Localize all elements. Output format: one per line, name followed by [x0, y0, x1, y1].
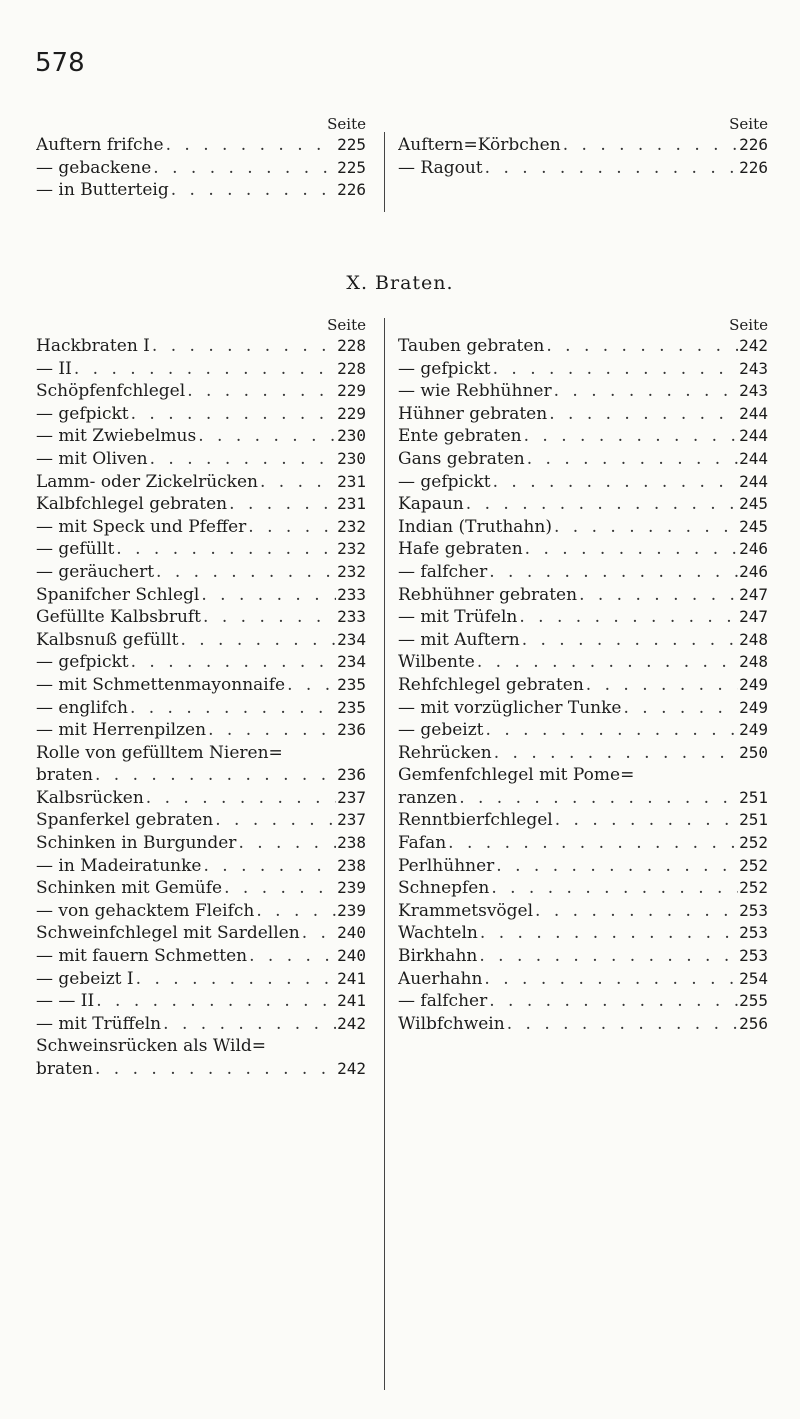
- leader-dots: [544, 336, 738, 356]
- leader-dots: [491, 472, 738, 492]
- leader-dots: [199, 585, 336, 605]
- leader-dots: [464, 494, 738, 514]
- index-entry: [36, 585, 366, 608]
- entry-text: — gefpickt: [398, 471, 491, 492]
- right-column: [398, 316, 768, 1036]
- entry-text: — mit Zwiebelmus: [36, 426, 197, 447]
- index-entry: [36, 675, 366, 698]
- entry-page-number: 252: [739, 855, 768, 875]
- index-entry: [36, 539, 366, 562]
- index-entry: [398, 1014, 768, 1037]
- entry-text: Gans gebraten: [398, 448, 525, 469]
- leader-dots: [178, 630, 336, 650]
- leader-dots: [128, 698, 336, 718]
- entry-text: Auerhahn: [398, 968, 483, 989]
- entry-page-number: 253: [739, 900, 768, 920]
- entry-text: Birkhahn: [398, 946, 478, 967]
- entry-page-number: 229: [337, 381, 366, 401]
- seite-label: Seite: [327, 316, 366, 334]
- index-entry: [398, 630, 768, 653]
- leader-dots: [487, 991, 738, 1011]
- entry-page-number: 228: [337, 336, 366, 355]
- leader-dots: [134, 969, 336, 989]
- top-left-list: [36, 135, 366, 203]
- leader-dots: [553, 810, 738, 830]
- entry-page-number: 237: [337, 810, 366, 830]
- index-entry: [36, 1014, 366, 1037]
- entry-text: Wachteln: [398, 923, 478, 944]
- leader-dots: [552, 381, 738, 401]
- entry-page-number: 250: [739, 742, 768, 762]
- entry-text: Spanferkel gebraten: [36, 810, 214, 831]
- entry-text: — englifch: [36, 697, 128, 718]
- index-entry: [36, 180, 366, 203]
- entry-page-number: 228: [337, 358, 366, 378]
- entry-text: Lamm- oder Zickelrücken: [36, 471, 258, 492]
- leader-dots: [483, 158, 738, 178]
- index-entry: [398, 449, 768, 472]
- index-entry: [398, 810, 768, 833]
- index-entry: [398, 539, 768, 562]
- index-entry: [36, 765, 366, 788]
- leader-dots: [72, 359, 336, 379]
- entry-text: Fafan: [398, 833, 447, 854]
- entry-text: Rebhühner gebraten: [398, 584, 578, 605]
- entry-page-number: 235: [337, 674, 366, 694]
- entry-page-number: 251: [739, 787, 768, 807]
- leader-dots: [201, 856, 336, 876]
- entry-text: — in Butterteig: [36, 180, 169, 201]
- entry-text: Kapaun: [398, 494, 464, 515]
- index-entry: [36, 359, 366, 382]
- entry-text: Hafe gebraten: [398, 539, 523, 560]
- index-entry: [398, 698, 768, 721]
- entry-page-number: 253: [739, 946, 768, 966]
- leader-dots: [151, 158, 336, 178]
- leader-dots: [525, 449, 738, 469]
- entry-page-number: 243: [739, 381, 768, 401]
- leader-dots: [475, 652, 738, 672]
- index-entry: [398, 517, 768, 540]
- entry-text: — gebeizt: [398, 720, 484, 741]
- seite-label: Seite: [729, 316, 768, 334]
- entry-page-number: 239: [337, 878, 366, 898]
- index-entry: [36, 720, 366, 743]
- entry-page-number: 242: [337, 1013, 366, 1033]
- entry-page-number: 237: [337, 787, 366, 807]
- entry-text: — gebackene: [36, 157, 152, 178]
- entry-text: Wilbfchwein: [398, 1013, 505, 1034]
- entry-text: Perlhühner: [398, 855, 495, 876]
- top-right-column: [398, 115, 768, 180]
- index-entry: [36, 381, 366, 404]
- index-entry: [36, 426, 366, 449]
- index-entry: [398, 856, 768, 879]
- entry-text: — falfcher: [398, 991, 488, 1012]
- entry-text: — mit Speck und Pfeffer: [36, 516, 247, 537]
- entry-text: — II: [36, 358, 72, 379]
- leader-dots: [169, 180, 336, 200]
- entry-text: — mit Herrenpilzen: [36, 720, 207, 741]
- index-entry: [398, 991, 768, 1014]
- leader-dots: [161, 1014, 336, 1034]
- index-entry: [36, 336, 366, 359]
- entry-text: Renntbierfchlegel: [398, 810, 553, 831]
- main-divider: [384, 318, 385, 1390]
- entry-text: — wie Rebhühner: [398, 381, 552, 402]
- leader-dots: [236, 833, 336, 853]
- entry-page-number: 234: [337, 652, 366, 672]
- entry-text: — von gehacktem Fleifch: [36, 900, 255, 921]
- entry-page-number: 242: [739, 336, 768, 355]
- entry-page-number: 254: [739, 968, 768, 988]
- entry-page-number: 243: [739, 358, 768, 378]
- leader-dots: [114, 539, 336, 559]
- page-number: 578: [35, 48, 85, 78]
- entry-text: — falfcher: [398, 561, 488, 582]
- index-entry: [398, 901, 768, 924]
- index-entry: [398, 562, 768, 585]
- index-entry: [398, 652, 768, 675]
- entry-page-number: 252: [739, 878, 768, 898]
- index-entry: [36, 1036, 366, 1059]
- entry-page-number: 249: [739, 697, 768, 717]
- entry-text: — mit vorzüglicher Tunke: [398, 697, 622, 718]
- left-list: [36, 336, 366, 1082]
- index-entry: [398, 878, 768, 901]
- leader-dots: [522, 426, 738, 446]
- leader-dots: [300, 923, 336, 943]
- entry-text: Gemfenfchlegel mit Pome=: [398, 765, 635, 786]
- entry-page-number: 251: [739, 810, 768, 830]
- leader-dots: [477, 946, 738, 966]
- leader-dots: [185, 381, 336, 401]
- index-entry: [36, 404, 366, 427]
- index-entry: [36, 923, 366, 946]
- entry-page-number: 244: [739, 448, 768, 468]
- index-entry: [398, 765, 768, 788]
- entry-page-number: 241: [337, 991, 366, 1011]
- index-entry: [36, 698, 366, 721]
- leader-dots: [505, 1014, 738, 1034]
- entry-page-number: 241: [337, 968, 366, 988]
- entry-page-number: 236: [337, 720, 366, 740]
- index-entry: [398, 359, 768, 382]
- entry-text: — mit Schmettenmayonnaife: [36, 674, 286, 695]
- index-entry: [398, 923, 768, 946]
- index-entry: [36, 494, 366, 517]
- index-entry: [36, 788, 366, 811]
- entry-text: Krammetsvögel: [398, 900, 534, 921]
- leader-dots: [93, 1059, 336, 1079]
- right-list: [398, 336, 768, 1036]
- left-column: [36, 316, 366, 1082]
- leader-dots: [144, 788, 336, 808]
- leader-dots: [93, 765, 336, 785]
- entry-page-number: 248: [739, 652, 768, 672]
- leader-dots: [478, 923, 738, 943]
- entry-text: Rehfchlegel gebraten: [398, 674, 584, 695]
- entry-page-number: 230: [337, 448, 366, 468]
- entry-page-number: 247: [739, 584, 768, 604]
- leader-dots: [213, 810, 336, 830]
- entry-text: Rehrücken: [398, 742, 492, 763]
- leader-dots: [561, 135, 738, 155]
- entry-text: — mit Trüfeln: [398, 607, 518, 628]
- index-entry: [398, 135, 768, 158]
- leader-dots: [552, 517, 738, 537]
- index-entry: [36, 472, 366, 495]
- leader-dots: [129, 652, 336, 672]
- entry-text: — gefpickt: [36, 652, 129, 673]
- entry-text: Schweinfchlegel mit Sardellen: [36, 923, 300, 944]
- entry-text: — mit Auftern: [398, 629, 520, 650]
- entry-text: Kalbsrücken: [36, 787, 144, 808]
- index-entry: [398, 675, 768, 698]
- entry-text: — mit Trüffeln: [36, 1013, 162, 1034]
- entry-page-number: 255: [739, 991, 768, 1011]
- index-entry: [36, 607, 366, 630]
- leader-dots: [254, 901, 336, 921]
- entry-page-number: 245: [739, 516, 768, 536]
- leader-dots: [148, 449, 336, 469]
- top-left-column: [36, 115, 366, 203]
- index-entry: [36, 630, 366, 653]
- entry-page-number: 233: [337, 607, 366, 627]
- leader-dots: [523, 539, 738, 559]
- entry-page-number: 238: [337, 833, 366, 853]
- leader-dots: [520, 630, 738, 650]
- entry-text: Schöpfenfchlegel: [36, 381, 186, 402]
- leader-dots: [577, 585, 738, 605]
- leader-dots: [492, 743, 738, 763]
- leader-dots: [584, 675, 738, 695]
- entry-text: Kalbsnuß gefüllt: [36, 629, 179, 650]
- index-entry: [398, 607, 768, 630]
- leader-dots: [489, 878, 738, 898]
- entry-text: — in Madeiratunke: [36, 855, 202, 876]
- entry-text: — gefpickt: [36, 403, 129, 424]
- index-entry: [398, 336, 768, 359]
- entry-page-number: 235: [337, 697, 366, 717]
- index-entry: [36, 743, 366, 766]
- index-entry: [398, 158, 768, 181]
- entry-page-number: 232: [337, 561, 366, 581]
- entry-page-number: 233: [337, 584, 366, 604]
- entry-page-number: 234: [337, 629, 366, 649]
- index-entry: [36, 135, 366, 158]
- leader-dots: [446, 833, 738, 853]
- index-entry: [36, 652, 366, 675]
- entry-page-number: 242: [337, 1059, 366, 1078]
- entry-page-number: 229: [337, 403, 366, 423]
- entry-text: Kalbfchlegel gebraten: [36, 494, 228, 515]
- leader-dots: [222, 878, 336, 898]
- index-entry: [398, 946, 768, 969]
- index-entry: [398, 969, 768, 992]
- entry-page-number: 256: [739, 1013, 768, 1033]
- entry-text: Gefüllte Kalbsbruft: [36, 607, 202, 628]
- index-entry: [36, 901, 366, 924]
- entry-text: — gefpickt: [398, 358, 491, 379]
- entry-page-number: 231: [337, 471, 366, 491]
- leader-dots: [150, 336, 336, 356]
- entry-text: Tauben gebraten: [398, 336, 545, 356]
- leader-dots: [533, 901, 738, 921]
- entry-page-number: 232: [337, 516, 366, 536]
- entry-page-number: 231: [337, 494, 366, 514]
- entry-page-number: 225: [337, 157, 366, 177]
- entry-page-number: 249: [739, 674, 768, 694]
- entry-text: Auftern=Körbchen: [398, 135, 561, 155]
- index-entry: [398, 381, 768, 404]
- index-entry: [36, 856, 366, 879]
- entry-page-number: 244: [739, 426, 768, 446]
- entry-text: Hackbraten I: [36, 336, 150, 356]
- entry-page-number: 226: [739, 157, 768, 177]
- entry-page-number: 236: [337, 765, 366, 785]
- entry-page-number: 226: [337, 180, 366, 200]
- index-entry: [398, 472, 768, 495]
- index-entry: [36, 969, 366, 992]
- leader-dots: [206, 720, 336, 740]
- entry-page-number: 246: [739, 539, 768, 559]
- index-entry: [398, 743, 768, 766]
- leader-dots: [196, 426, 336, 446]
- index-entry: [36, 878, 366, 901]
- entry-text: — geräuchert: [36, 561, 155, 582]
- leader-dots: [201, 607, 336, 627]
- leader-dots: [129, 404, 336, 424]
- entry-page-number: 252: [739, 833, 768, 853]
- entry-text: braten: [36, 1059, 93, 1079]
- entry-text: Rolle von gefülltem Nieren=: [36, 742, 283, 763]
- index-entry: [36, 810, 366, 833]
- entry-text: — gefüllt: [36, 539, 115, 560]
- index-entry: [36, 991, 366, 1014]
- leader-dots: [621, 698, 738, 718]
- entry-page-number: 253: [739, 923, 768, 943]
- top-divider: [384, 132, 385, 212]
- entry-text: — mit Oliven: [36, 448, 148, 469]
- entry-page-number: 226: [739, 135, 768, 154]
- entry-text: — — II: [36, 991, 95, 1012]
- leader-dots: [154, 562, 336, 582]
- entry-text: Wilbente: [398, 652, 475, 673]
- entry-text: Ente gebraten: [398, 426, 522, 447]
- entry-page-number: 232: [337, 539, 366, 559]
- leader-dots: [482, 969, 738, 989]
- entry-text: Spanifcher Schlegl: [36, 584, 200, 605]
- index-entry: [398, 404, 768, 427]
- entry-text: braten: [36, 765, 93, 786]
- entry-text: Schinken mit Gemüfe: [36, 878, 223, 899]
- index-entry: [398, 426, 768, 449]
- leader-dots: [517, 607, 738, 627]
- entry-page-number: 244: [739, 471, 768, 491]
- leader-dots: [246, 517, 336, 537]
- leader-dots: [258, 472, 336, 492]
- entry-text: Schinken in Burgunder: [36, 833, 237, 854]
- entry-text: Schweinsrücken als Wild=: [36, 1036, 267, 1057]
- seite-label: Seite: [327, 115, 366, 133]
- entry-text: Hühner gebraten: [398, 403, 548, 424]
- leader-dots: [285, 675, 336, 695]
- entry-page-number: 240: [337, 923, 366, 943]
- index-entry: [398, 833, 768, 856]
- section-title: X. Braten.: [346, 272, 454, 294]
- leader-dots: [94, 991, 336, 1011]
- index-entry: [36, 517, 366, 540]
- index-entry: [36, 158, 366, 181]
- leader-dots: [457, 788, 738, 808]
- entry-text: — Ragout: [398, 157, 483, 178]
- index-entry: [398, 585, 768, 608]
- leader-dots: [494, 856, 738, 876]
- leader-dots: [164, 135, 336, 155]
- entry-text: — gebeizt I: [36, 968, 134, 989]
- leader-dots: [487, 562, 738, 582]
- entry-text: Auftern frifche: [36, 135, 164, 155]
- entry-page-number: 245: [739, 494, 768, 514]
- index-entry: [36, 833, 366, 856]
- leader-dots: [484, 720, 738, 740]
- leader-dots: [547, 404, 738, 424]
- index-entry: [398, 788, 768, 811]
- entry-page-number: 225: [337, 135, 366, 154]
- entry-text: ranzen: [398, 787, 458, 808]
- index-entry: [36, 562, 366, 585]
- entry-page-number: 244: [739, 403, 768, 423]
- entry-page-number: 230: [337, 426, 366, 446]
- top-right-list: [398, 135, 768, 180]
- entry-text: Indian (Truthahn): [398, 516, 552, 537]
- entry-text: — mit fauern Schmetten: [36, 946, 248, 967]
- entry-page-number: 239: [337, 900, 366, 920]
- index-entry: [398, 720, 768, 743]
- entry-page-number: 246: [739, 561, 768, 581]
- index-entry: [36, 1059, 366, 1082]
- leader-dots: [491, 359, 738, 379]
- entry-text: Schnepfen: [398, 878, 490, 899]
- entry-page-number: 247: [739, 607, 768, 627]
- leader-dots: [227, 494, 336, 514]
- entry-page-number: 248: [739, 629, 768, 649]
- entry-page-number: 238: [337, 855, 366, 875]
- entry-page-number: 249: [739, 720, 768, 740]
- index-entry: [36, 946, 366, 969]
- entry-page-number: 240: [337, 946, 366, 966]
- index-entry: [398, 494, 768, 517]
- leader-dots: [247, 946, 336, 966]
- seite-label: Seite: [729, 115, 768, 133]
- index-entry: [36, 449, 366, 472]
